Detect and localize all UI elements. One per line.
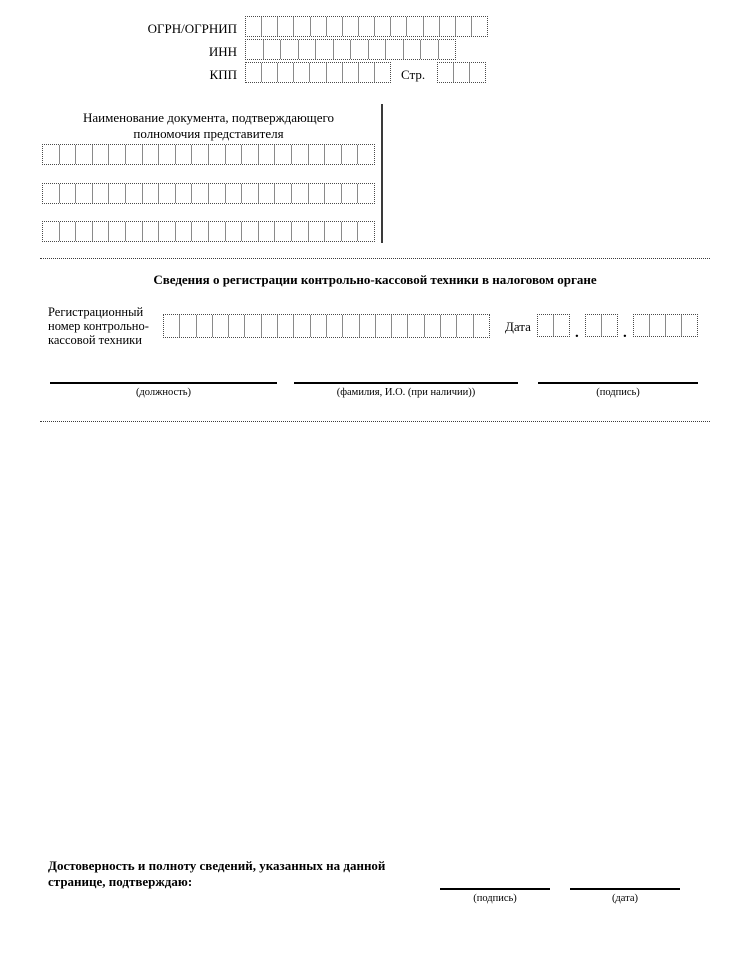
input-cell[interactable] bbox=[229, 315, 245, 337]
input-cell[interactable] bbox=[246, 17, 262, 36]
input-cell[interactable] bbox=[143, 222, 160, 241]
input-cell[interactable] bbox=[209, 184, 226, 203]
input-cell[interactable] bbox=[43, 184, 60, 203]
input-cell[interactable] bbox=[408, 315, 424, 337]
input-cell[interactable] bbox=[358, 184, 374, 203]
input-cell[interactable] bbox=[259, 222, 276, 241]
input-cell[interactable] bbox=[376, 315, 392, 337]
separator-line-bottom bbox=[40, 421, 710, 422]
input-cell[interactable] bbox=[60, 184, 77, 203]
input-cell[interactable] bbox=[666, 315, 682, 336]
input-cell[interactable] bbox=[43, 145, 60, 164]
registration-section-title: Сведения о регистрации контрольно-кассовой техники в налоговом органе bbox=[153, 272, 597, 287]
input-cell[interactable] bbox=[278, 17, 294, 36]
input-cell[interactable] bbox=[457, 315, 473, 337]
input-cell[interactable] bbox=[309, 184, 326, 203]
input-cell[interactable] bbox=[474, 315, 489, 337]
input-cell[interactable] bbox=[327, 17, 343, 36]
sign-signature-field[interactable] bbox=[538, 382, 698, 398]
separator-line-top bbox=[40, 258, 710, 259]
input-cell[interactable] bbox=[470, 63, 485, 82]
footer-date-line[interactable] bbox=[570, 888, 680, 890]
input-cell[interactable] bbox=[246, 63, 262, 82]
input-cell[interactable] bbox=[343, 315, 359, 337]
input-cell[interactable] bbox=[316, 40, 334, 59]
input-cell[interactable] bbox=[325, 184, 342, 203]
footer-signature-field[interactable] bbox=[440, 888, 550, 904]
input-cell[interactable] bbox=[43, 222, 60, 241]
input-cell[interactable] bbox=[456, 17, 472, 36]
input-cell[interactable] bbox=[275, 222, 292, 241]
input-cell[interactable] bbox=[358, 145, 374, 164]
input-cell[interactable] bbox=[242, 184, 259, 203]
input-cell[interactable] bbox=[472, 17, 487, 36]
input-cell[interactable] bbox=[327, 63, 343, 82]
input-cell[interactable] bbox=[438, 63, 454, 82]
input-cell[interactable] bbox=[192, 145, 209, 164]
input-cell[interactable] bbox=[126, 222, 143, 241]
position-signature-field[interactable] bbox=[50, 382, 277, 398]
input-cell[interactable] bbox=[242, 222, 259, 241]
position-line[interactable] bbox=[50, 382, 277, 384]
input-cell[interactable] bbox=[334, 40, 352, 59]
input-cell[interactable] bbox=[325, 145, 342, 164]
input-cell[interactable] bbox=[538, 315, 554, 336]
input-cell[interactable] bbox=[213, 315, 229, 337]
input-cell[interactable] bbox=[281, 40, 299, 59]
input-cell[interactable] bbox=[226, 222, 243, 241]
input-cell[interactable] bbox=[309, 222, 326, 241]
kpp-input-cells[interactable] bbox=[245, 62, 391, 83]
input-cell[interactable] bbox=[278, 315, 294, 337]
inn-input-cells[interactable] bbox=[245, 39, 456, 60]
reg-number-label-line2: номер контрольно- bbox=[48, 319, 149, 333]
input-cell[interactable] bbox=[375, 63, 390, 82]
input-cell[interactable] bbox=[275, 184, 292, 203]
reg-number-cells[interactable] bbox=[163, 314, 490, 338]
date-label: Дата bbox=[505, 319, 531, 334]
input-cell[interactable] bbox=[76, 145, 93, 164]
input-cell[interactable] bbox=[126, 184, 143, 203]
input-cell[interactable] bbox=[359, 63, 375, 82]
input-cell[interactable] bbox=[292, 184, 309, 203]
input-cell[interactable] bbox=[359, 17, 375, 36]
input-cell[interactable] bbox=[650, 315, 666, 336]
input-cell[interactable] bbox=[245, 315, 261, 337]
input-cell[interactable] bbox=[634, 315, 650, 336]
input-cell[interactable] bbox=[343, 63, 359, 82]
input-cell[interactable] bbox=[351, 40, 369, 59]
input-cell[interactable] bbox=[93, 184, 110, 203]
input-cell[interactable] bbox=[242, 145, 259, 164]
input-cell[interactable] bbox=[226, 145, 243, 164]
input-cell[interactable] bbox=[369, 40, 387, 59]
input-cell[interactable] bbox=[176, 184, 193, 203]
input-cell[interactable] bbox=[309, 145, 326, 164]
input-cell[interactable] bbox=[209, 145, 226, 164]
footer-signature-label: (подпись) bbox=[473, 893, 517, 904]
input-cell[interactable] bbox=[275, 145, 292, 164]
page-number-cells[interactable] bbox=[437, 62, 486, 83]
input-cell[interactable] bbox=[404, 40, 422, 59]
inn-label: ИНН bbox=[208, 44, 237, 59]
input-cell[interactable] bbox=[262, 63, 278, 82]
input-cell[interactable] bbox=[554, 315, 569, 336]
doc-name-caption-line2: полномочия представителя bbox=[133, 126, 284, 141]
name-signature-field[interactable] bbox=[294, 382, 518, 398]
input-cell[interactable] bbox=[76, 222, 93, 241]
input-cell[interactable] bbox=[209, 222, 226, 241]
input-cell[interactable] bbox=[299, 40, 317, 59]
doc-name-cells-row3[interactable] bbox=[42, 221, 375, 242]
input-cell[interactable] bbox=[342, 184, 359, 203]
input-cell[interactable] bbox=[259, 145, 276, 164]
input-cell[interactable] bbox=[126, 145, 143, 164]
input-cell[interactable] bbox=[192, 184, 209, 203]
input-cell[interactable] bbox=[602, 315, 617, 336]
input-cell[interactable] bbox=[226, 184, 243, 203]
input-cell[interactable] bbox=[343, 17, 359, 36]
input-cell[interactable] bbox=[262, 315, 278, 337]
input-cell[interactable] bbox=[358, 222, 374, 241]
reg-number-label bbox=[48, 305, 149, 347]
input-cell[interactable] bbox=[176, 145, 193, 164]
input-cell[interactable] bbox=[391, 17, 407, 36]
date-day-cells[interactable] bbox=[537, 314, 570, 337]
input-cell[interactable] bbox=[425, 315, 441, 337]
input-cell[interactable] bbox=[143, 145, 160, 164]
input-cell[interactable] bbox=[294, 63, 310, 82]
name-label: (фамилия, И.О. (при наличии)) bbox=[336, 387, 476, 398]
input-cell[interactable] bbox=[197, 315, 213, 337]
date-separator-dot-1: . bbox=[575, 325, 579, 341]
input-cell[interactable] bbox=[292, 145, 309, 164]
input-cell[interactable] bbox=[310, 63, 326, 82]
confirmation-statement bbox=[48, 858, 385, 890]
input-cell[interactable] bbox=[164, 315, 180, 337]
input-cell[interactable] bbox=[311, 17, 327, 36]
input-cell[interactable] bbox=[60, 222, 77, 241]
input-cell[interactable] bbox=[342, 145, 359, 164]
doc-name-caption-line1: Наименование документа, подтверждающего bbox=[83, 110, 334, 125]
input-cell[interactable] bbox=[327, 315, 343, 337]
input-cell[interactable] bbox=[294, 17, 310, 36]
date-separator-dot-2: . bbox=[623, 325, 627, 341]
input-cell[interactable] bbox=[375, 17, 391, 36]
input-cell[interactable] bbox=[386, 40, 404, 59]
kpp-label: КПП bbox=[209, 67, 237, 82]
input-cell[interactable] bbox=[439, 40, 456, 59]
sign-label: (подпись) bbox=[596, 387, 640, 398]
input-cell[interactable] bbox=[311, 315, 327, 337]
name-line[interactable] bbox=[294, 382, 518, 384]
reg-number-label-line3: кассовой техники bbox=[48, 333, 142, 347]
input-cell[interactable] bbox=[682, 315, 697, 336]
input-cell[interactable] bbox=[176, 222, 193, 241]
confirmation-statement-line1: Достоверность и полноту сведений, указанных на данной bbox=[48, 858, 386, 873]
footer-signature-line[interactable] bbox=[440, 888, 550, 890]
input-cell[interactable] bbox=[407, 17, 423, 36]
input-cell[interactable] bbox=[159, 184, 176, 203]
input-cell[interactable] bbox=[454, 63, 470, 82]
input-cell[interactable] bbox=[421, 40, 439, 59]
input-cell[interactable] bbox=[262, 17, 278, 36]
sign-line[interactable] bbox=[538, 382, 698, 384]
input-cell[interactable] bbox=[392, 315, 408, 337]
reg-number-label-line1: Регистрационный bbox=[48, 305, 144, 319]
footer-date-field[interactable] bbox=[570, 888, 680, 904]
ogrn-label: ОГРН/ОГРНИП bbox=[147, 21, 237, 36]
doc-section-divider bbox=[381, 104, 383, 243]
input-cell[interactable] bbox=[424, 17, 440, 36]
date-month-cells[interactable] bbox=[585, 314, 618, 337]
input-cell[interactable] bbox=[586, 315, 602, 336]
footer-date-label: (дата) bbox=[611, 893, 639, 904]
input-cell[interactable] bbox=[192, 222, 209, 241]
input-cell[interactable] bbox=[259, 184, 276, 203]
input-cell[interactable] bbox=[143, 184, 160, 203]
input-cell[interactable] bbox=[246, 40, 264, 59]
input-cell[interactable] bbox=[93, 145, 110, 164]
doc-name-caption bbox=[42, 110, 375, 142]
input-cell[interactable] bbox=[360, 315, 376, 337]
input-cell[interactable] bbox=[76, 184, 93, 203]
input-cell[interactable] bbox=[441, 315, 457, 337]
doc-name-cells-row1[interactable] bbox=[42, 144, 375, 165]
input-cell[interactable] bbox=[440, 17, 456, 36]
page-number-label: Стр. bbox=[401, 67, 426, 82]
date-year-cells[interactable] bbox=[633, 314, 698, 337]
input-cell[interactable] bbox=[292, 222, 309, 241]
confirmation-statement-line2: странице, подтверждаю: bbox=[48, 874, 193, 889]
ogrn-input-cells[interactable] bbox=[245, 16, 488, 37]
input-cell[interactable] bbox=[109, 145, 126, 164]
input-cell[interactable] bbox=[294, 315, 310, 337]
input-cell[interactable] bbox=[180, 315, 196, 337]
input-cell[interactable] bbox=[159, 145, 176, 164]
doc-name-cells-row2[interactable] bbox=[42, 183, 375, 204]
input-cell[interactable] bbox=[60, 145, 77, 164]
input-cell[interactable] bbox=[264, 40, 282, 59]
input-cell[interactable] bbox=[159, 222, 176, 241]
input-cell[interactable] bbox=[342, 222, 359, 241]
input-cell[interactable] bbox=[109, 222, 126, 241]
input-cell[interactable] bbox=[278, 63, 294, 82]
position-label: (должность) bbox=[135, 387, 192, 398]
input-cell[interactable] bbox=[109, 184, 126, 203]
input-cell[interactable] bbox=[325, 222, 342, 241]
input-cell[interactable] bbox=[93, 222, 110, 241]
